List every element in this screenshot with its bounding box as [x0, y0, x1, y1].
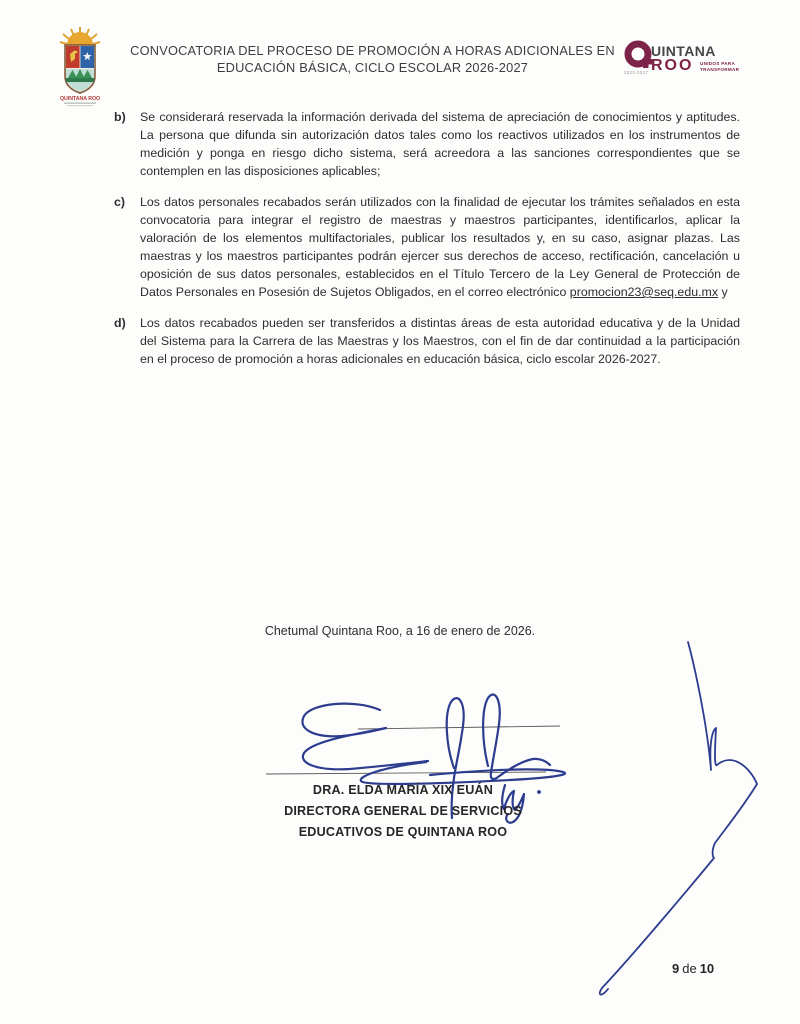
page-number-total: 10 [699, 961, 715, 976]
list-marker-b: b) [114, 110, 126, 124]
paragraph-c-after-link: y [718, 285, 728, 299]
document-title-line2: EDUCACIÓN BÁSICA, CICLO ESCOLAR 2026-2027 [216, 60, 529, 75]
logo-text-roo: ROO [651, 57, 694, 74]
document-title-line1: CONVOCATORIA DEL PROCESO DE PROMOCIÓN A HORAS ADICIONALES EN [130, 43, 615, 58]
date-line: Chetumal Quintana Roo, a 16 de enero de 2026. [264, 624, 536, 638]
paragraph-b-text [140, 108, 740, 180]
quintana-roo-crest-logo [50, 24, 110, 108]
body-paragraph-list [114, 108, 740, 381]
logo-period: 2022-2027 [624, 70, 649, 75]
list-item-c [114, 193, 740, 301]
document-title [130, 42, 615, 76]
page-number-separator: de [682, 961, 697, 976]
logo-slogan-line2: TRANSFORMAR [700, 67, 740, 72]
signatory-name: DRA. ELDA MARÍA XIX EUÁN [312, 783, 494, 797]
list-marker-c: c) [114, 195, 126, 209]
page-number-current: 9 [672, 961, 680, 976]
list-marker-d: d) [114, 316, 126, 330]
crest-caption: QUINTANA ROO [59, 96, 101, 102]
paragraph-b-body: Se considerará reservada la información derivada del sistema de apreciación de conocimientos y aptitudes. La persona que difunda sin autorización datos tales como los reactivos utilizados en los instrumentos de medición y ponga en riesgo dicho sistema, será acreedora a las sanciones correspondientes que se contemplen en las disposiciones aplicables; [140, 110, 740, 178]
page-number [672, 961, 714, 976]
paragraph-d-body: Los datos recabados pueden ser transferidos a distintas áreas de esta autoridad educativa y de la Unidad del Sistema para la Carrera de las Maestras y los Maestros, con el fin de dar continuidad a la participación en el proceso de promoción a horas adicionales en educación básica, ciclo escolar 2026-2027. [140, 316, 740, 366]
paragraph-c-before-link: Los datos personales recabados serán utilizados con la finalidad de ejecutar los trámites señalados en esta convocatoria para integrar el registro de maestras y maestros participantes, identificarlos, aplicar la valoración de los elementos multifactoriales, publicar los resultados y, en su caso, asignar plazas. Las maestras y los maestros participantes podrán ejercer sus derechos de acceso, rectificación, cancelación u oposición de sus datos personales, establecidos en el Título Tercero de la Ley General de Protección de Datos Personales en Posesión de Sujetos Obligados, en el correo electrónico [140, 195, 740, 299]
quintana-roo-government-logo [624, 40, 759, 86]
paragraph-c-text [140, 193, 740, 301]
email-link[interactable]: promocion23@seq.edu.mx [569, 285, 719, 299]
logo-slogan-line1: UNIDOS PARA [700, 61, 736, 66]
pen-flourish-mark [580, 630, 790, 1015]
signatory-title-line1: DIRECTORA GENERAL DE SERVICIOS [284, 804, 522, 818]
list-item-d [114, 314, 740, 368]
logo-text-uintana: UINTANA [651, 43, 716, 59]
paragraph-d-text [140, 314, 740, 368]
signatory-block [250, 780, 556, 843]
list-item-b [114, 108, 740, 180]
logo-slogan [700, 61, 739, 73]
signatory-title-line2: EDUCATIVOS DE QUINTANA ROO [298, 825, 508, 839]
